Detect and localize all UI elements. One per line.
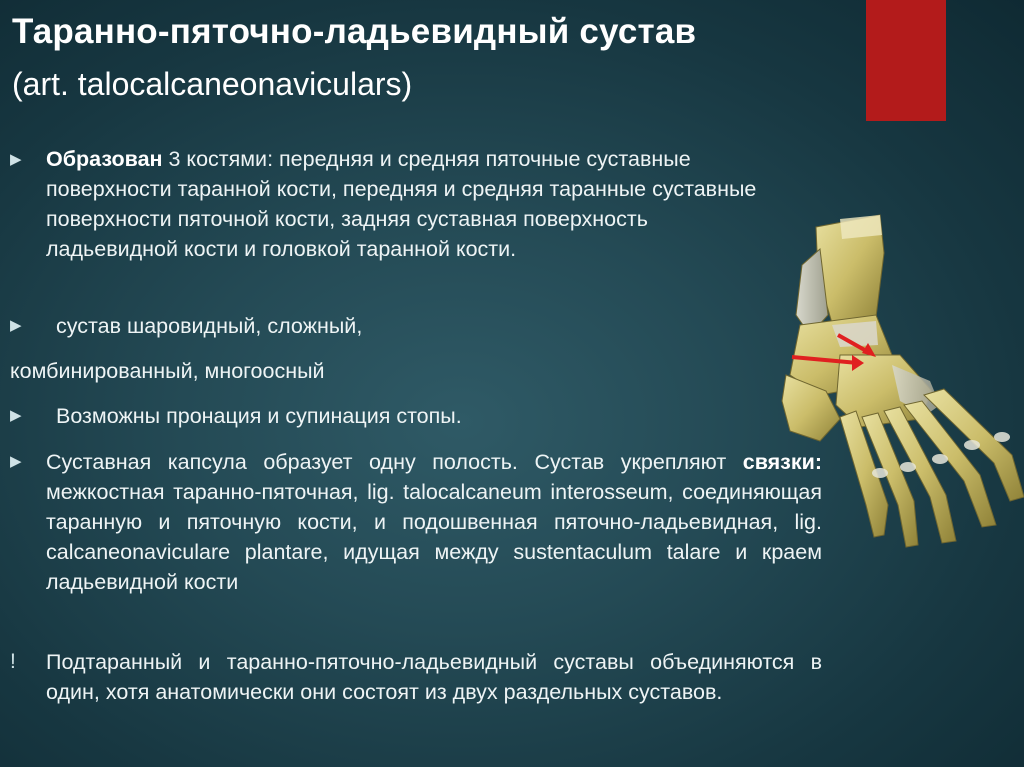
foot-bones-illustration (780, 205, 1024, 565)
slide-title: Таранно-пяточно-ладьевидный сустав (12, 12, 697, 51)
bullet-text: 3 костями: передняя и средняя пяточные суставные поверхности таранной кости, передняя и средняя таранные суставные поверхности пяточной кости, задняя суставная поверхность ладьевидной кости и головкой таранной кости. (46, 147, 757, 261)
capsule-text: Суставная капсула образует одну полость. Сустав укрепляют (46, 450, 743, 474)
bullet-formed-by (46, 144, 776, 264)
ligaments-term: связки: (742, 450, 822, 474)
bullet-arrow-icon: ▶ (10, 317, 22, 334)
bullet-movements: Возможны пронация и супинация стопы. (56, 404, 462, 428)
bold-term: Образован (46, 147, 163, 171)
bullet-arrow-icon: ▶ (10, 407, 22, 424)
red-accent-bar (866, 0, 946, 121)
exclamation-icon: ! (10, 650, 16, 673)
bullet-arrow-icon: ▶ (10, 151, 22, 168)
bullet-joint-type: сустав шаровидный, сложный, (56, 314, 363, 338)
joint-type-continuation: комбинированный, многоосный (10, 359, 325, 383)
bullet-note: Подтаранный и таранно-пяточно-ладьевидный суставы объединяются в один, хотя анатомически они состоят из двух раздельных суставов. (46, 650, 822, 704)
slide-subtitle: (art. talocalcaneonaviculars) (12, 66, 413, 102)
bullet-capsule-ligaments (46, 447, 822, 597)
ligaments-text: межкостная таранно-пяточная, lig. talocalcaneum interosseum, соединяющая таранную и пяточную кости, и подошвенная пяточно-ладьевидная, lig. calcaneonaviculare plantare, идущая между sustentaculum talare и краем ладьевидной кости (46, 480, 822, 594)
bullet-arrow-icon: ▶ (10, 453, 22, 470)
foot-bones-icon (780, 205, 1024, 565)
